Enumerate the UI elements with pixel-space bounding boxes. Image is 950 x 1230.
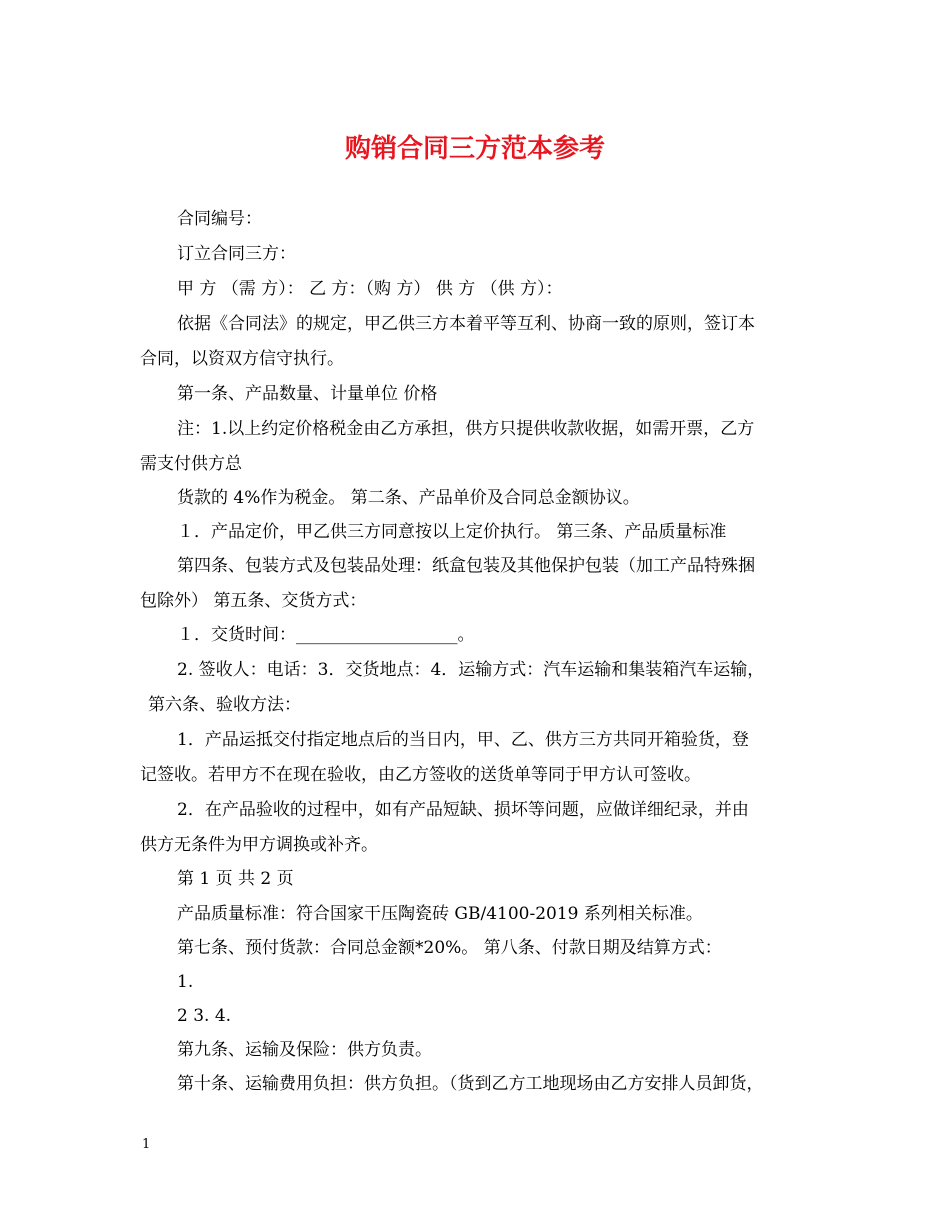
paragraph-line: 1. [177, 972, 194, 992]
paragraph-line: 注：1.以上约定价格税金由乙方承担，供方只提供收款收据，如需开票，乙方 [177, 419, 755, 439]
parties-line: 甲 方 （需 方）： 乙 方：（购 方） 供 方 （供 方）： [177, 279, 563, 299]
paragraph-line: 产品质量标准：符合国家干压陶瓷砖 GB/4100-2019 系列相关标准。 [177, 904, 703, 924]
parties-heading: 订立合同三方： [177, 244, 296, 264]
document-title: 购销合同三方范本参考 [344, 134, 605, 164]
page-number: 1 [142, 1137, 151, 1152]
paragraph-line: 第九条、运输及保险：供方负责。 [177, 1040, 432, 1060]
paragraph-line: 1．产品运抵交付指定地点后的当日内，甲、乙、供方三方共同开箱验货，登 [177, 730, 749, 750]
paragraph-line: 第十条、运输费用负担：供方负担。（货到乙方工地现场由乙方安排人员卸货， [177, 1074, 764, 1094]
paragraph-line: 2. 签收人：电话：3．交货地点：4．运输方式：汽车运输和集装箱汽车运输， [177, 660, 765, 680]
paragraph-line: 包除外） 第五条、交货方式： [140, 591, 367, 611]
contract-number-line: 合同编号： [177, 209, 262, 229]
paragraph-line: 第七条、预付货款：合同总金额*20%。 第八条、付款日期及结算方式： [177, 938, 722, 958]
paragraph-line: 2．在产品验收的过程中，如有产品短缺、损坏等问题，应做详细纪录，并由 [177, 800, 749, 820]
paragraph-line: 依据《合同法》的规定，甲乙供三方本着平等互利、协商一致的原则，签订本 [177, 314, 755, 334]
paragraph-line: 供方无条件为甲方调换或补齐。 [140, 835, 378, 855]
page-count-line: 第 1 页 共 2 页 [177, 869, 294, 889]
article-heading: 第六条、验收方法： [148, 695, 301, 715]
paragraph-line: 需支付供方总 [140, 454, 242, 474]
paragraph-line: 第四条、包装方式及包装品处理：纸盒包装及其他保护包装（加工产品特殊捆 [177, 556, 755, 576]
paragraph-line: １．产品定价，甲乙供三方同意按以上定价执行。 第三条、产品质量标准 [177, 522, 727, 542]
delivery-time-line: １．交货时间：___________________。 [177, 625, 475, 645]
paragraph-line: 记签收。若甲方不在现在验收，由乙方签收的送货单等同于甲方认可签收。 [140, 765, 701, 785]
paragraph-line: 2 3. 4. [177, 1006, 232, 1026]
article-heading: 第一条、产品数量、计量单位 价格 [177, 384, 438, 404]
paragraph-line: 货款的 4%作为税金。 第二条、产品单价及合同总金额协议。 [177, 488, 640, 508]
paragraph-line: 合同，以资双方信守执行。 [140, 349, 344, 369]
